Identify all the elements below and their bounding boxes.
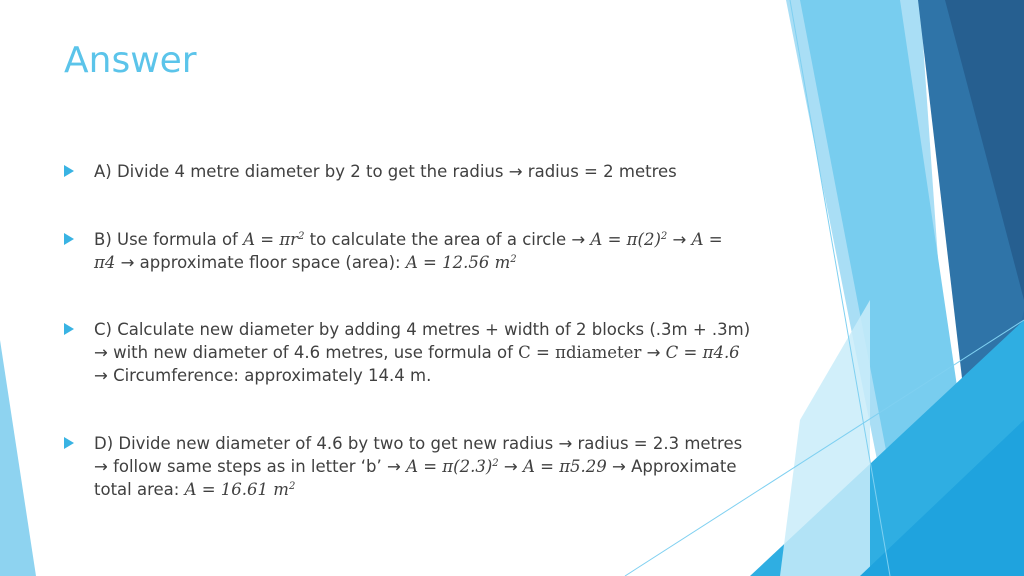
formula-area-new: A = π(2.3) xyxy=(406,457,493,476)
bullet-b-part-1: B) Use formula of xyxy=(94,230,244,249)
bullet-a-text xyxy=(94,160,794,183)
bullet-marker-icon xyxy=(64,165,74,177)
formula-step-2a: A = xyxy=(691,230,723,249)
bullet-marker-icon xyxy=(64,233,74,245)
formula-result: A = 12.56 m xyxy=(405,253,511,272)
arrow-icon: → xyxy=(571,230,586,249)
exponent: 2 xyxy=(298,231,305,242)
exponent: 2 xyxy=(510,254,517,265)
arrow-icon: → xyxy=(498,457,523,476)
bullet-d-line-3: total area: xyxy=(94,480,185,499)
bullet-b-text xyxy=(94,228,794,274)
bullet-marker-icon xyxy=(64,323,74,335)
bullet-d-line-1: D) Divide new diameter of 4.6 by two to get new radius → radius = 2.3 metres xyxy=(94,434,743,453)
slide-title: Answer xyxy=(64,40,197,81)
bullet-c-line-1: C) Calculate new diameter by adding 4 metres + width of 2 blocks (.3m + .3m) xyxy=(94,320,751,339)
bullet-b-part-2: to calculate the area of a circle xyxy=(304,230,572,249)
formula-step: A = π5.29 xyxy=(522,457,607,476)
bullet-c xyxy=(64,318,794,387)
bullet-d-text xyxy=(94,432,794,501)
formula-step: C = π4.6 xyxy=(665,343,740,362)
bullet-a-part-1: A) Divide 4 metre diameter by 2 to get the radius xyxy=(94,162,509,181)
bullet-d xyxy=(64,432,794,501)
bullet-a xyxy=(64,160,794,183)
bullet-c-text xyxy=(94,318,794,387)
bullet-c-line-3: → Circumference: approximately 14.4 m. xyxy=(94,366,432,385)
arrow-icon: → xyxy=(641,343,666,362)
bullet-d-line-2: → follow same steps as in letter ‘b’ → xyxy=(94,457,407,476)
formula-area: A = πr xyxy=(243,230,299,249)
left-corner-shape xyxy=(0,340,36,576)
formula-step-1: A = π(2) xyxy=(585,230,661,249)
formula-circumference: C = πdiameter xyxy=(518,343,642,362)
arrow-icon: → xyxy=(667,230,692,249)
arrow-icon: → xyxy=(508,162,523,181)
bullet-c-line-2: → with new diameter of 4.6 metres, use formula of xyxy=(94,343,519,362)
exponent: 2 xyxy=(660,231,668,242)
bullet-b-part-3: → approximate floor space (area): xyxy=(115,253,406,272)
exponent: 2 xyxy=(288,481,296,492)
exponent: 2 xyxy=(492,458,499,469)
bullet-d-part: → Approximate xyxy=(606,457,737,476)
bullet-b xyxy=(64,228,794,274)
bullet-a-part-2: radius = 2 metres xyxy=(522,162,677,181)
bullet-marker-icon xyxy=(64,437,74,449)
formula-step-2b: π4 xyxy=(94,253,116,272)
formula-result: A = 16.61 m xyxy=(184,480,289,499)
